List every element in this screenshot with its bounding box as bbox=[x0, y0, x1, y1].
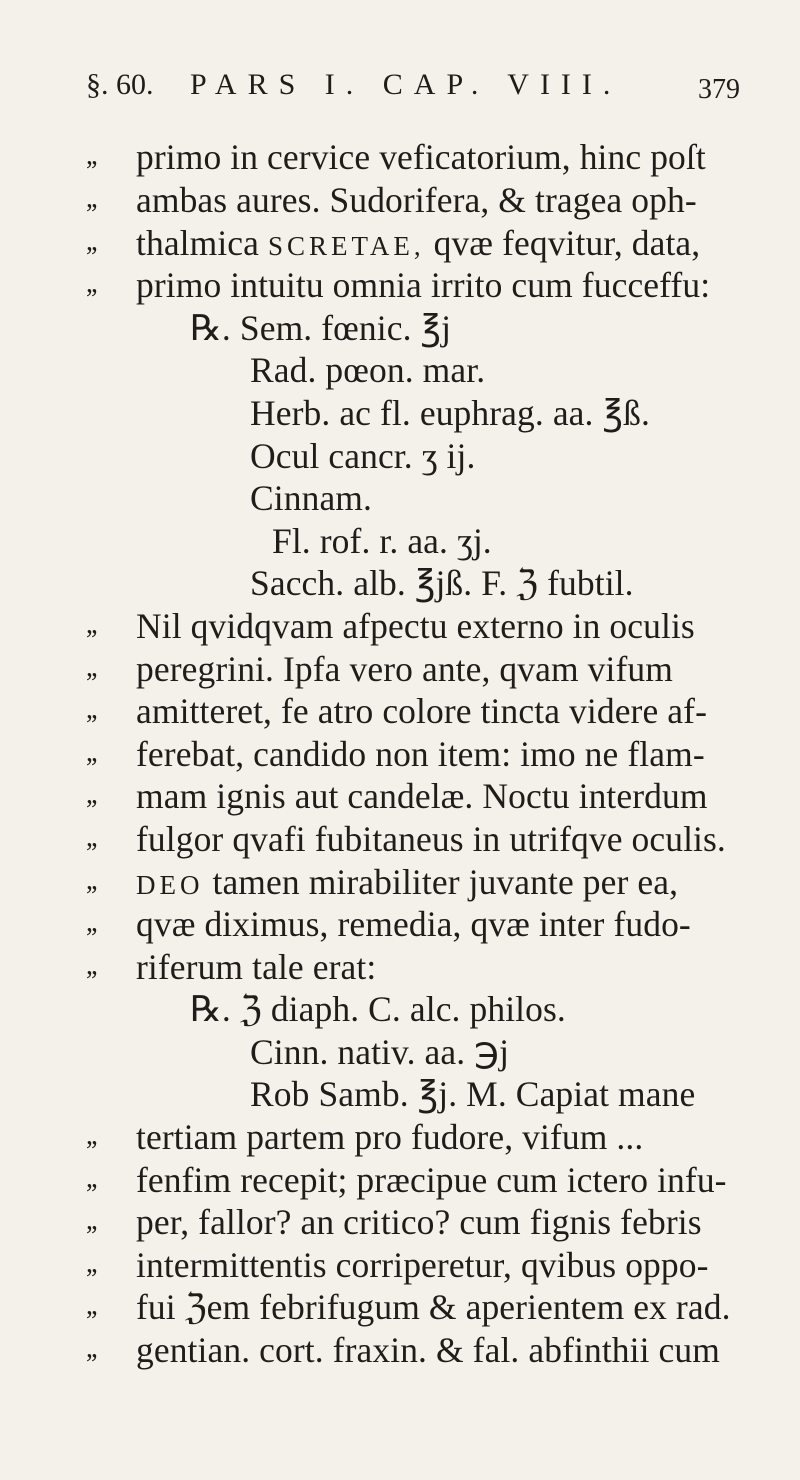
page-number: 379 bbox=[698, 74, 740, 105]
quote-marker: ,, bbox=[86, 907, 96, 939]
line-text: fenfim recepit; præcipue cum ictero infu- bbox=[136, 1159, 727, 1200]
quote-marker: ,, bbox=[86, 608, 96, 640]
quote-marker: ,, bbox=[86, 1120, 96, 1152]
recipe-text: Herb. ac fl. euphrag. aa. ℥ß. bbox=[250, 392, 650, 433]
text-line bbox=[0, 771, 800, 817]
recipe-line bbox=[0, 431, 800, 474]
recipe-text: Rob Samb. ℥j. M. Capiat mane bbox=[250, 1074, 696, 1115]
page-header bbox=[0, 68, 800, 118]
line-text: primo in cervice veficatorium, hinc poſt bbox=[136, 137, 706, 177]
small-caps-word: DEO bbox=[136, 869, 204, 900]
quote-marker: ,, bbox=[86, 779, 96, 811]
line-text: peregrini. Ipfa vero ante, qvam vifum bbox=[136, 648, 673, 689]
recipe-text: Ocul cancr. ʒ ij. bbox=[250, 435, 476, 476]
line-text: fui ℨem febrifugum & aperientem ex rad. bbox=[136, 1287, 731, 1328]
running-title: PARS I. CAP. VIII. bbox=[190, 68, 622, 101]
text-line bbox=[0, 942, 800, 985]
recipe-line bbox=[0, 473, 800, 519]
quote-marker: ,, bbox=[86, 225, 96, 257]
recipe-text: Rad. pœon. mar. bbox=[250, 350, 486, 391]
section-number: §. 60. bbox=[86, 68, 154, 101]
text-line bbox=[0, 260, 800, 306]
quote-marker: ,, bbox=[86, 651, 96, 683]
text-line bbox=[0, 218, 800, 261]
text-line bbox=[0, 1282, 800, 1328]
quote-marker: ,, bbox=[86, 268, 96, 300]
line-text: intermittentis corriperetur, qvibus oppo- bbox=[136, 1244, 709, 1285]
recipe-text: ℞. ℨ diaph. C. alc. philos. bbox=[190, 989, 566, 1030]
line-text: amitteret, fe atro colore tincta videre af- bbox=[136, 691, 707, 732]
quote-marker: ,, bbox=[86, 1205, 96, 1237]
quote-marker: ,, bbox=[86, 949, 96, 981]
recipe-line bbox=[0, 516, 800, 559]
recipe-line bbox=[0, 388, 800, 431]
line-text-part: qvæ feqvitur, data, bbox=[433, 222, 701, 263]
quote-marker: ,, bbox=[86, 864, 96, 896]
text-line bbox=[0, 857, 800, 900]
recipe-line bbox=[0, 1069, 800, 1115]
recipe-text: Fl. rof. r. aa. ʒj. bbox=[272, 520, 492, 561]
quote-marker: ,, bbox=[86, 694, 96, 726]
line-text-part: thalmica bbox=[136, 222, 260, 263]
recipe-line bbox=[0, 345, 800, 391]
recipe-text: Cinn. nativ. aa. ℈j bbox=[250, 1031, 510, 1072]
quote-marker: ,, bbox=[86, 1290, 96, 1322]
recipe-line bbox=[0, 303, 800, 346]
text-line bbox=[0, 1155, 800, 1198]
text-line bbox=[0, 1197, 800, 1243]
line-text: primo intuitu omnia irrito cum fucceffu: bbox=[136, 265, 711, 306]
line-text: riferum tale erat: bbox=[136, 946, 377, 987]
quote-marker: ,, bbox=[86, 821, 96, 853]
text-line bbox=[0, 1112, 800, 1158]
quote-marker: ,, bbox=[86, 1162, 96, 1194]
text-line bbox=[0, 644, 800, 687]
recipe-line bbox=[0, 558, 800, 604]
recipe-text: ℞. Sem. fœnic. ℥j bbox=[190, 307, 452, 348]
line-text: Nil qvidqvam afpectu externo in oculis bbox=[136, 605, 695, 646]
line-text: ambas aures. Sudorifera, & tragea oph- bbox=[136, 180, 697, 220]
text-line bbox=[0, 175, 800, 218]
text-line bbox=[0, 729, 800, 772]
quote-marker: ,, bbox=[86, 1247, 96, 1279]
text-line bbox=[0, 686, 800, 732]
text-line bbox=[0, 814, 800, 857]
line-text: tertiam partem pro fudore, vifum ... bbox=[136, 1117, 644, 1158]
recipe-line bbox=[0, 1027, 800, 1070]
recipe-text: Sacch. alb. ℥jß. F. ℨ fubtil. bbox=[250, 563, 634, 604]
line-text-part: tamen mirabiliter juvante per ea, bbox=[212, 861, 679, 902]
line-text: qvæ diximus, remedia, qvæ inter fudo- bbox=[136, 904, 691, 945]
quote-marker: ,, bbox=[86, 140, 96, 171]
text-line bbox=[0, 132, 800, 175]
line-text: mam ignis aut candelæ. Noctu interdum bbox=[136, 776, 708, 817]
small-caps-word: SCRETAE, bbox=[268, 230, 425, 261]
recipe-text: Cinnam. bbox=[250, 478, 372, 519]
line-text bbox=[136, 222, 700, 264]
line-text: fulgor qvafi fubitaneus in utrifqve oculis. bbox=[136, 818, 726, 859]
line-text: gentian. cort. fraxin. & fal. abfinthii cum bbox=[136, 1330, 720, 1371]
line-text: ferebat, candido non item: imo ne flam- bbox=[136, 733, 705, 774]
text-line bbox=[0, 601, 800, 644]
text-line bbox=[0, 1325, 800, 1371]
text-line bbox=[0, 1240, 800, 1283]
quote-marker: ,, bbox=[86, 1333, 96, 1365]
quote-marker: ,, bbox=[86, 183, 96, 214]
text-line bbox=[0, 899, 800, 945]
body-text bbox=[0, 132, 800, 1371]
recipe-line bbox=[0, 984, 800, 1030]
quote-marker: ,, bbox=[86, 736, 96, 768]
line-text: per, fallor? an critico? cum fignis febris bbox=[136, 1202, 702, 1243]
line-text bbox=[136, 861, 678, 903]
